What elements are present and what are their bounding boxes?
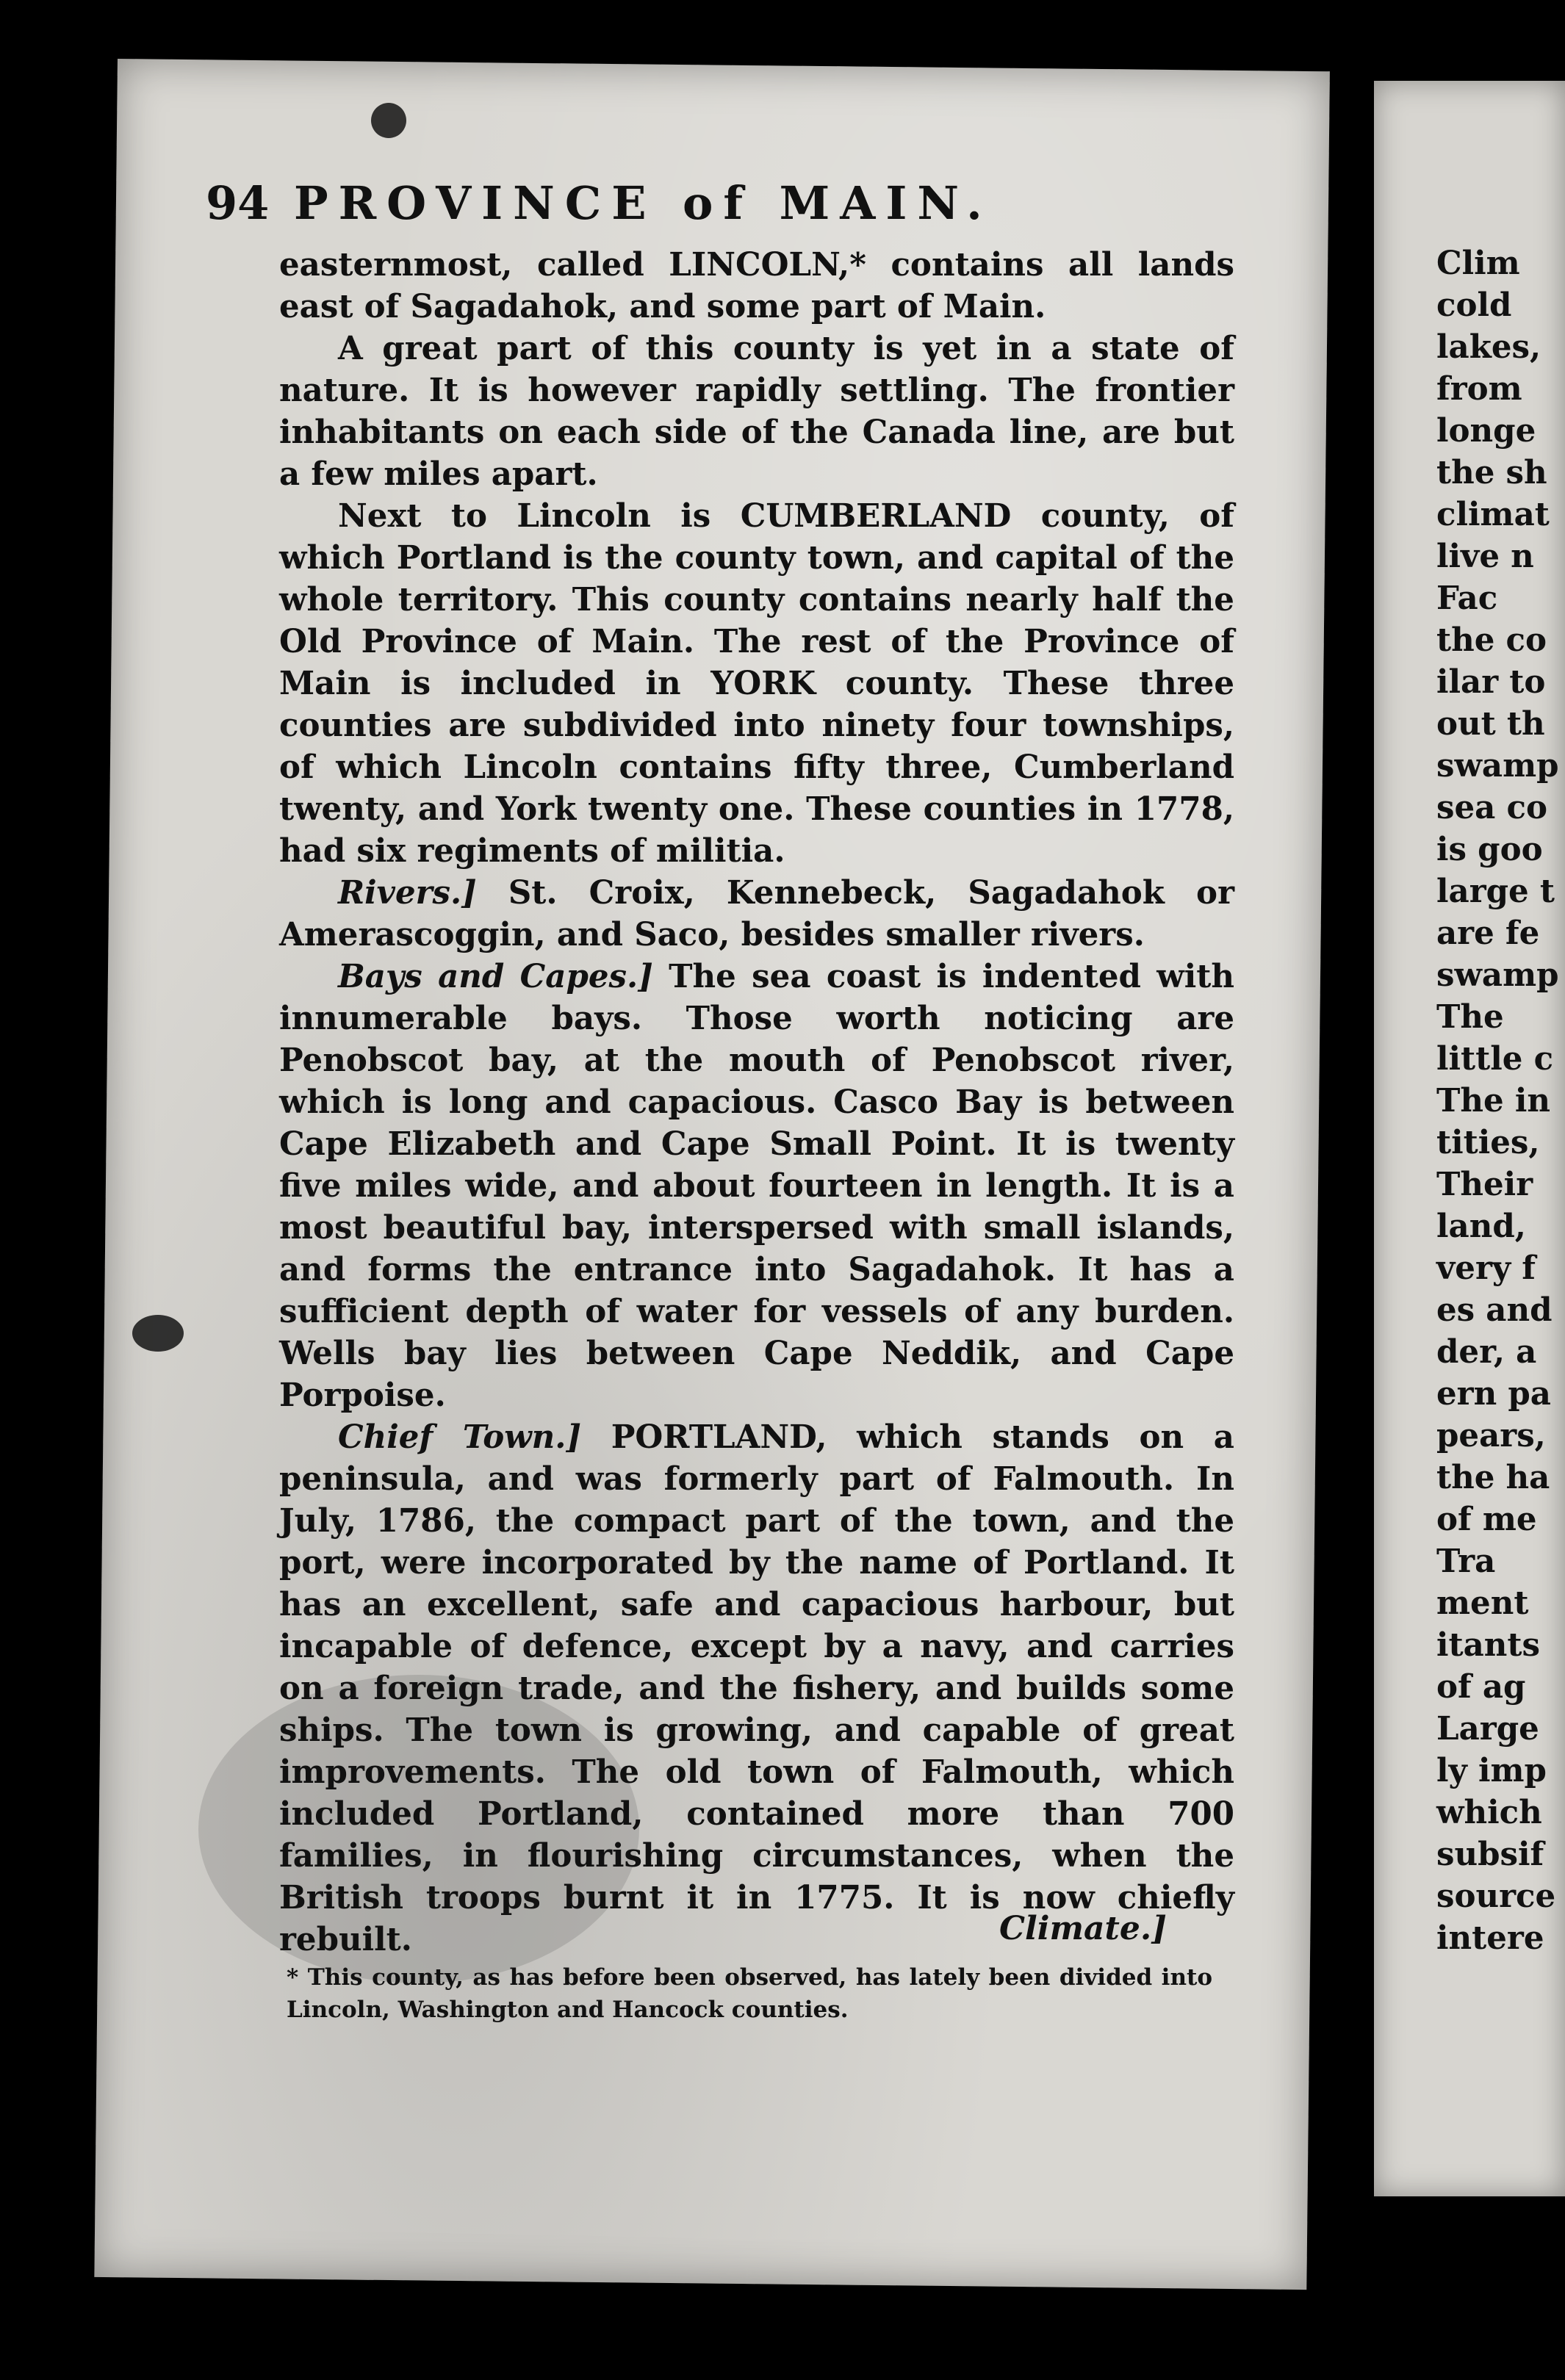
section-label-rivers: Rivers.]	[338, 874, 477, 912]
right-page-line: itants	[1436, 1626, 1541, 1664]
right-page-line: ern pa	[1436, 1375, 1551, 1413]
page-number: 94	[206, 176, 270, 230]
right-page-line: of me	[1436, 1501, 1537, 1538]
paragraph: A great part of this county is yet in a state of nature. It is however rapidly settling. The frontier inhabitants on each side of the Canada line, are but a few miles apart.	[279, 330, 1234, 493]
right-page-line: little c	[1436, 1040, 1554, 1078]
right-page-line: is goo	[1436, 831, 1543, 868]
right-page-line: land,	[1436, 1208, 1526, 1245]
page-header	[206, 176, 1249, 242]
catchword: Climate.]	[999, 1910, 1167, 1947]
right-page-line: large t	[1436, 873, 1555, 910]
section-text-rivers: St. Croix, Kennebeck, Sagadahok or Amerascoggin, and Saco, besides smaller rivers.	[279, 874, 1234, 953]
section-text-bays: The sea coast is indented with innumerable bays. Those worth noticing are Penobscot bay, at the mouth of Penobscot river, which is long and capacious. Casco Bay is between Cape Elizabeth and Cape Small Point. It is twenty five miles wide, and about fourteen in length. It is a most beautiful bay, interspersed with small islands, and forms the entrance into Sagadahok. It has a sufficient depth of water for vessels of any burden. Wells bay lies between Cape Neddik, and Cape Porpoise.	[279, 958, 1234, 1414]
section-label-bays: Bays and Capes.]	[338, 958, 653, 995]
right-page-line: The	[1436, 998, 1504, 1036]
right-page-line: der, a	[1436, 1333, 1537, 1371]
right-page-line: longe	[1436, 412, 1536, 450]
paragraph: easternmost, called LINCOLN,* contains all lands east of Sagadahok, and some part of Main.	[279, 246, 1234, 325]
right-page-line: ly imp	[1436, 1752, 1547, 1789]
right-page-line: lakes,	[1436, 328, 1541, 366]
right-page-line: sea co	[1436, 789, 1547, 826]
paragraph-town	[279, 1416, 1234, 1961]
right-page-line: Large	[1436, 1710, 1539, 1748]
right-page-line: Tra	[1436, 1543, 1496, 1580]
book-gutter	[1331, 44, 1375, 2336]
right-page-line: Their	[1436, 1166, 1533, 1203]
right-page-line: very f	[1436, 1250, 1536, 1287]
right-page-line: climat	[1436, 496, 1550, 533]
right-page-line: Clim	[1436, 245, 1520, 282]
right-page-line: cold	[1436, 286, 1512, 324]
ink-blot	[371, 103, 406, 138]
paragraph-bays	[279, 956, 1234, 1416]
right-page-line: which	[1436, 1794, 1542, 1831]
section-text-town: PORTLAND, which stands on a peninsula, and was formerly part of Falmouth. In July, 1786, the compact part of the town, and the port, were incorporated by the name of Portland. It has an excellent, safe and capacious harbour, but incapable of defence, except by a navy, and carries on a foreign trade, and the fishery, and builds some ships. The town is growing, and capable of great improvements. The old town of Falmouth, which included Portland, contained more than 700 families, in flourishing circumstances, when the British troops burnt it in 1775. It is now chiefly rebuilt.	[279, 1418, 1234, 1958]
right-page-line: swamp	[1436, 747, 1559, 785]
right-page-line: live n	[1436, 538, 1534, 575]
ink-blot	[132, 1315, 184, 1352]
main-text	[279, 244, 1234, 1961]
right-page-line: ilar to	[1436, 663, 1546, 701]
right-page-line: tities,	[1436, 1124, 1540, 1161]
right-page-line: are fe	[1436, 915, 1540, 952]
right-page-text	[1436, 242, 1559, 1959]
right-page-line: intere	[1436, 1919, 1544, 1957]
right-page-line: of ag	[1436, 1668, 1526, 1706]
right-page-line: swamp	[1436, 956, 1559, 994]
right-page-line: from	[1436, 370, 1522, 408]
footnote: * This county, as has before been observed, has lately been divided into Lincoln, Washington and Hancock counties.	[287, 1964, 1212, 2023]
right-page-line: out th	[1436, 705, 1545, 743]
right-page-line: the co	[1436, 621, 1547, 659]
right-page-line: es and	[1436, 1291, 1553, 1329]
running-head: PROVINCE of MAIN.	[294, 176, 993, 230]
right-page-line: The in	[1436, 1082, 1550, 1119]
paragraph: Next to Lincoln is CUMBERLAND county, of which Portland is the county town, and capital of the whole territory. This county contains nearly half the Old Province of Main. The rest of the Province of Main is included in YORK county. These three counties are subdivided into ninety four townships, of which Lincoln contains fifty three, Cumberland twenty, and York twenty one. These counties in 1778, had six regiments of militia.	[279, 497, 1234, 870]
paragraph-rivers	[279, 872, 1234, 956]
right-page	[1374, 81, 1565, 2196]
right-page-line: the sh	[1436, 454, 1547, 491]
section-label-town: Chief Town.]	[338, 1418, 582, 1456]
right-page-line: subsif	[1436, 1836, 1544, 1873]
right-page-line: ment	[1436, 1584, 1529, 1622]
right-page-line: source	[1436, 1878, 1556, 1915]
right-page-line: pears,	[1436, 1417, 1546, 1454]
right-page-line: the ha	[1436, 1459, 1550, 1496]
right-page-line: Fac	[1436, 580, 1498, 617]
